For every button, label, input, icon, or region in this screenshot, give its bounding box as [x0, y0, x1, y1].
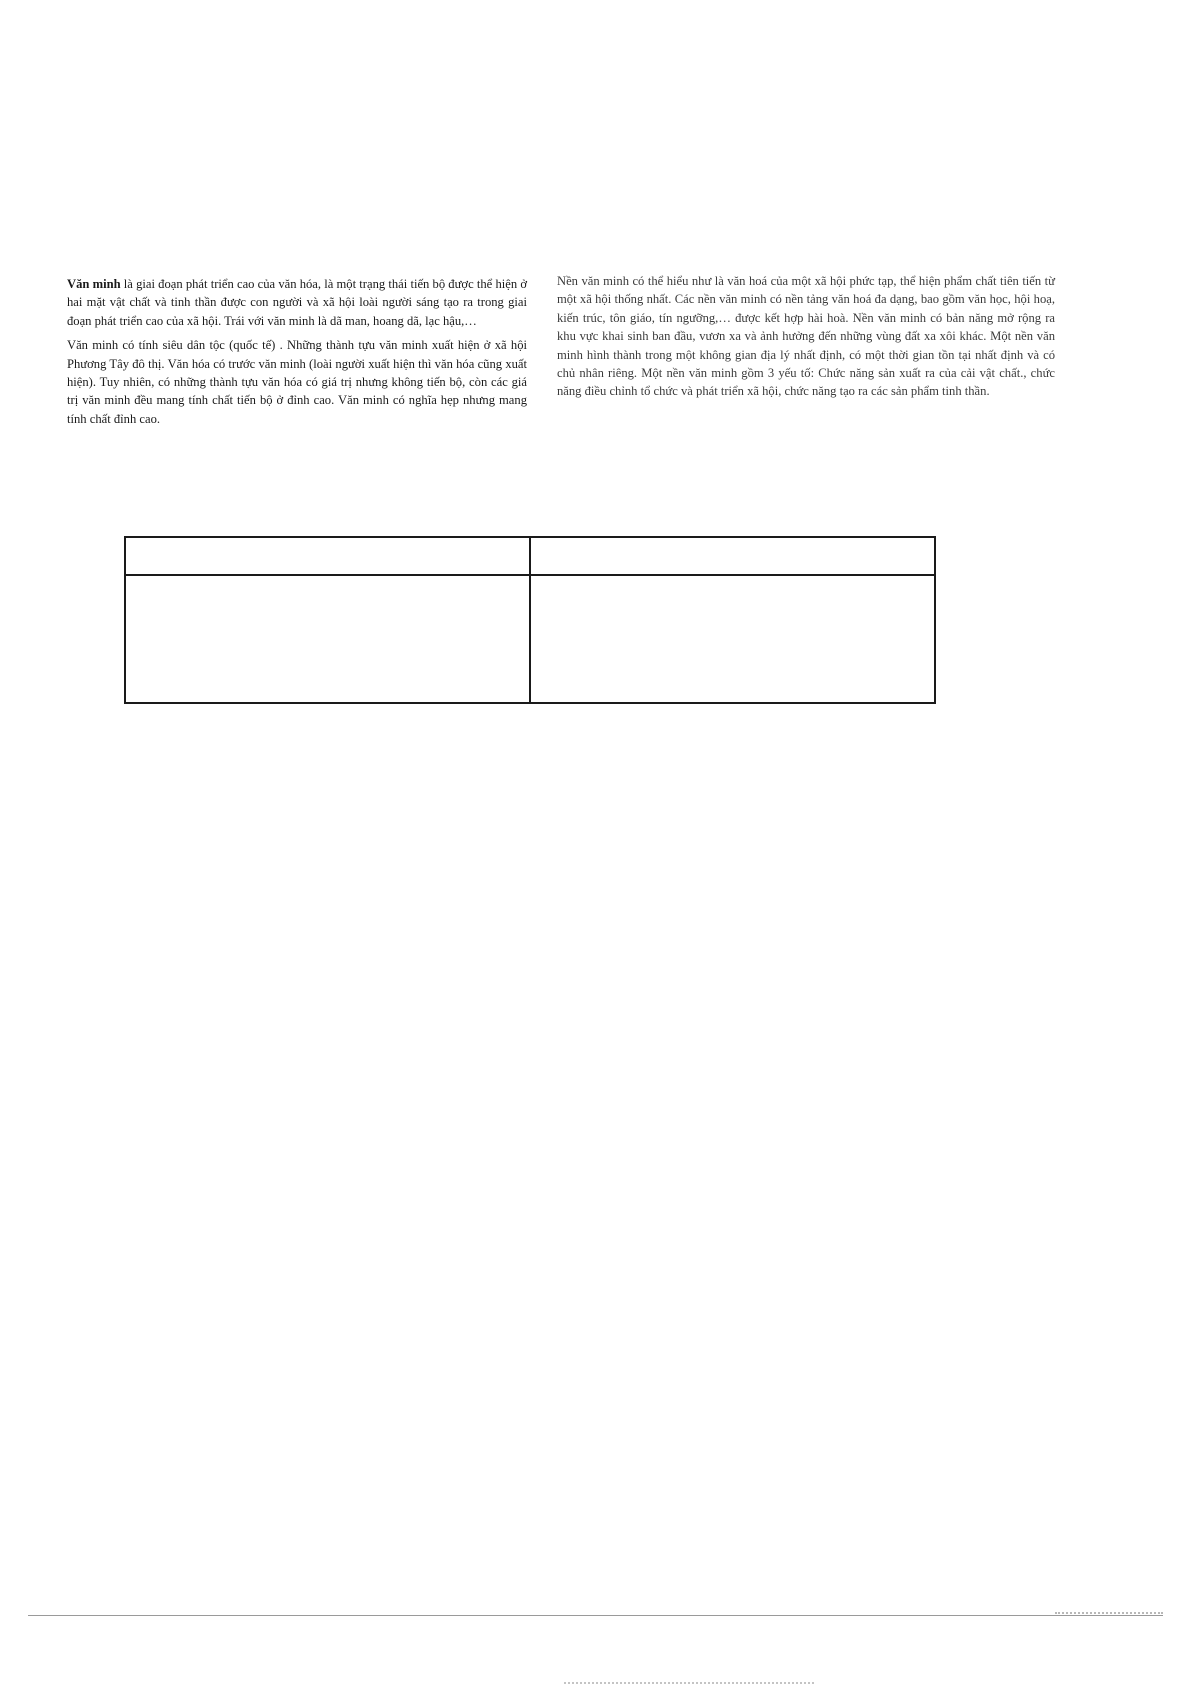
table-header-cell-1	[125, 537, 530, 575]
comparison-table	[124, 536, 936, 704]
footer-dotted-line-right	[1055, 1612, 1163, 1614]
left-text-column	[67, 275, 527, 434]
left-paragraph-2: Văn minh có tính siêu dân tộc (quốc tế) . Những thành tựu văn minh xuất hiện ở xã hội Phương Tây đô thị. Văn hóa có trước văn minh (loài người xuất hiện thì văn hóa cũng xuất hiện). Tuy nhiên, có những thành tựu văn hóa có giá trị nhưng không tiến bộ, còn các giá trị văn minh đều mang tính chất tiến bộ ở đỉnh cao. Văn minh có nghĩa hẹp nhưng mang tính chất đỉnh cao.	[67, 338, 527, 426]
table-cell-1	[125, 575, 530, 703]
table-header-cell-2	[530, 537, 935, 575]
table-cell-2	[530, 575, 935, 703]
table-header-row	[125, 537, 935, 575]
footer-divider	[28, 1615, 1163, 1616]
footer-dotted-line-bottom	[564, 1682, 814, 1684]
right-paragraph-1: Nền văn minh có thể hiểu như là văn hoá của một xã hội phức tạp, thể hiện phẩm chất tiên tiến từ một xã hội thống nhất. Các nền văn minh có nền tảng văn hoá đa dạng, bao gồm văn học, hội hoạ, kiến trúc, tôn giáo, tín ngưỡng,… được kết hợp hài hoà. Nền văn minh có bản năng mở rộng ra khu vực khai sinh ban đầu, vươn xa và ảnh hưởng đến những vùng đất xa xôi khác. Một nền văn minh hình thành trong một không gian địa lý nhất định, có một thời gian tồn tại nhất định và có chủ nhân riêng. Một nền văn minh gồm 3 yếu tố: Chức năng sản xuất ra của cải vật chất., chức năng điều chỉnh tổ chức và phát triển xã hội, chức năng tạo ra các sản phẩm tinh thần.	[557, 274, 1055, 399]
table-row	[125, 575, 935, 703]
left-paragraph-1-text: là giai đoạn phát triển cao của văn hóa, là một trạng thái tiến bộ được thể hiện ở hai mặt vật chất và tinh thần được con người và xã hội loài người sáng tạo ra trong giai đoạn phát triển cao của xã hội. Trái với văn minh là dã man, hoang dã, lạc hậu,…	[67, 277, 527, 328]
right-text-column	[557, 272, 1055, 407]
term-van-minh: Văn minh	[67, 277, 121, 291]
left-paragraph-1	[67, 275, 527, 330]
